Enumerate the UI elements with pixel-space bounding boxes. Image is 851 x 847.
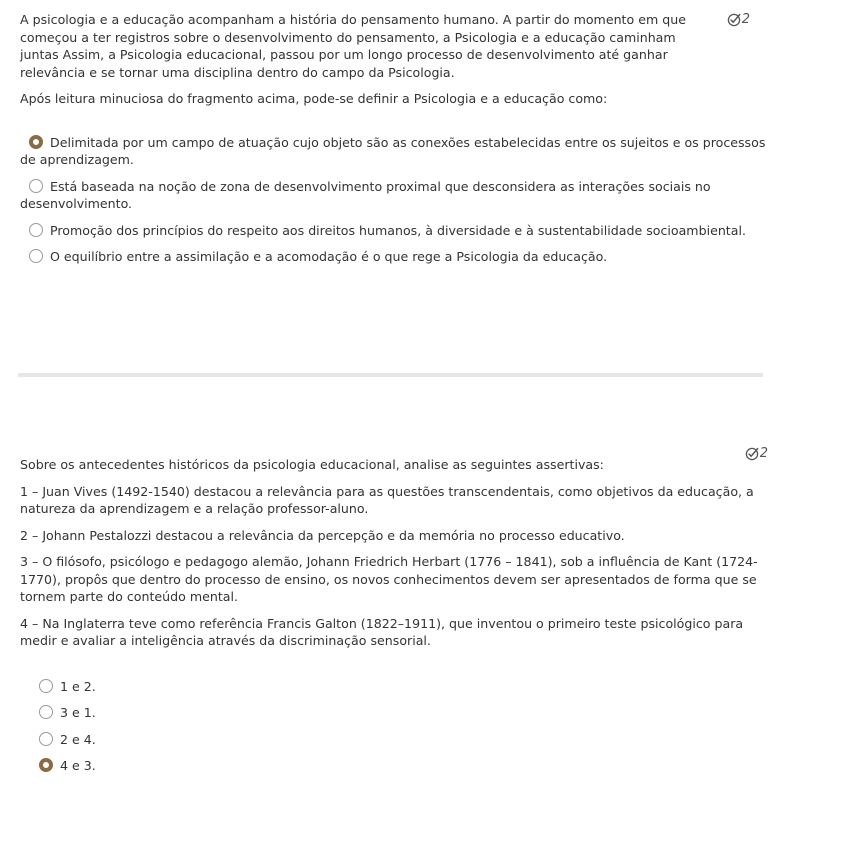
question-stem: Sobre os antecedentes históricos da psicologia educacional, analise as seguintes assertivas: xyxy=(20,457,604,472)
answer-option[interactable] xyxy=(20,178,770,213)
radio-button[interactable] xyxy=(29,135,43,149)
answer-options xyxy=(20,678,770,775)
points-value: 2 xyxy=(741,12,750,27)
question-2 xyxy=(20,445,770,784)
assertion-1: 1 – Juan Vives (1492-1540) destacou a relevância para as questões transcendentais, como objetivos da educação, a natureza da aprendizagem e a relação professor-aluno. xyxy=(20,483,754,516)
option-label: 2 e 4. xyxy=(60,731,96,747)
radio-button[interactable] xyxy=(29,179,43,193)
radio-button[interactable] xyxy=(39,705,53,719)
check-shield-icon xyxy=(745,447,759,461)
assertion-2: 2 – Johann Pestalozzi destacou a relevância da percepção e da memória no processo educativo. xyxy=(20,527,625,543)
option-label: Promoção dos princípios do respeito aos direitos humanos, à diversidade e à sustentabilidade socioambiental. xyxy=(50,222,746,238)
points-badge xyxy=(745,445,768,463)
assertion-4: 4 – Na Inglaterra teve como referência Francis Galton (1822–1911), que inventou o primeiro teste psicológico para medir e avaliar a inteligência através da discriminação sensorial. xyxy=(20,615,744,648)
answer-option[interactable] xyxy=(39,704,770,722)
option-label: 1 e 2. xyxy=(60,678,96,694)
answer-option[interactable] xyxy=(20,134,770,169)
question-1 xyxy=(20,11,770,275)
answer-option[interactable] xyxy=(39,757,770,775)
answer-option[interactable] xyxy=(39,731,770,749)
answer-option[interactable] xyxy=(20,248,770,266)
option-label: 4 e 3. xyxy=(60,758,96,773)
points-value: 2 xyxy=(759,446,768,461)
option-label: O equilíbrio entre a assimilação e a acomodação é o que rege a Psicologia da educação. xyxy=(50,249,608,264)
option-label: Está baseada na noção de zona de desenvolvimento proximal que desconsidera as interações sociais no desenvolvimento. xyxy=(20,178,711,211)
check-shield-icon xyxy=(727,13,741,27)
question-divider xyxy=(18,373,763,377)
radio-button[interactable] xyxy=(39,758,53,772)
answer-option[interactable] xyxy=(39,678,770,696)
question-stem: A psicologia e a educação acompanham a história do pensamento humano. A partir do momento em que começou a ter registros sobre o desenvolvimento do pensamento, a Psicologia e a educação caminham juntas Assim, a Psicologia educacional, passou por um longo processo de desenvolvimento até ganhar relevância e se tornar uma disciplina dentro do campo da Psicologia. xyxy=(20,12,686,80)
assertion-3: 3 – O filósofo, psicólogo e pedagogo alemão, Johann Friedrich Herbart (1776 – 1841), sob a influência de Kant (1724-1770), propôs que dentro do processo de ensino, os novos conhecimentos devem ser apresentados de forma que se tornem parte do conteúdo mental. xyxy=(20,554,758,604)
question-prompt: Após leitura minuciosa do fragmento acima, pode-se definir a Psicologia e a educação como: xyxy=(20,91,608,106)
option-label: 3 e 1. xyxy=(60,705,96,720)
radio-button[interactable] xyxy=(39,679,53,693)
option-label: Delimitada por um campo de atuação cujo objeto são as conexões estabelecidas entre os sujeitos e os processos de aprendizagem. xyxy=(20,134,766,167)
points-badge xyxy=(727,11,750,29)
radio-button[interactable] xyxy=(39,732,53,746)
answer-option[interactable] xyxy=(20,222,770,240)
answer-options xyxy=(20,134,770,266)
radio-button[interactable] xyxy=(29,249,43,263)
radio-button[interactable] xyxy=(29,223,43,237)
